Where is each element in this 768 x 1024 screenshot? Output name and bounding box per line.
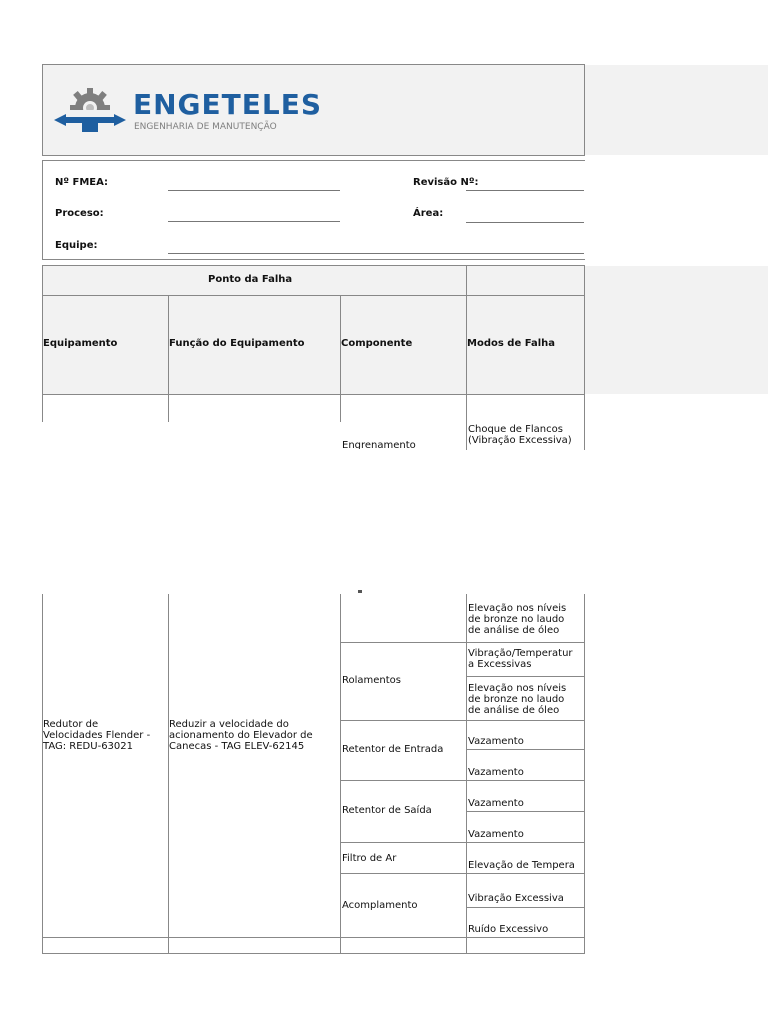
area-field[interactable] <box>466 222 584 223</box>
column-label-modos: Modos de Falha <box>467 338 555 349</box>
row-divider <box>340 842 585 843</box>
table-group-header-right <box>466 265 585 296</box>
table-border <box>340 394 341 422</box>
group-header-label: Ponto da Falha <box>208 274 293 285</box>
table-border <box>42 594 43 954</box>
revision-field[interactable] <box>466 190 584 191</box>
row-divider <box>340 780 585 781</box>
failure-mode-choque: Choque de Flancos (Vibração Excessiva) <box>468 424 572 446</box>
component-acoplamento: Acomplamento <box>342 900 418 911</box>
failure-mode-bronze-2: Elevação nos níveis de bronze no laudo de análise de óleo <box>468 683 567 716</box>
team-field[interactable] <box>168 253 584 254</box>
row-divider <box>466 749 585 750</box>
team-label: Equipe: <box>55 240 98 251</box>
row-divider <box>466 676 585 677</box>
form-section <box>42 160 585 260</box>
failure-mode-vazamento: Vazamento <box>468 736 524 747</box>
component-retentor-entrada: Retentor de Entrada <box>342 744 444 755</box>
row-divider <box>340 720 585 721</box>
table-border <box>168 394 169 422</box>
process-field[interactable] <box>168 221 340 222</box>
brand-tagline: ENGENHARIA DE MANUTENÇÃO <box>134 122 277 132</box>
row-divider <box>466 907 585 908</box>
fmea-number-label: Nº FMEA: <box>55 177 109 188</box>
gear-logo-icon <box>52 82 128 138</box>
table-border <box>168 594 169 954</box>
fmea-number-field[interactable] <box>168 190 340 191</box>
failure-mode-ruido: Ruído Excessivo <box>468 924 549 935</box>
equipment-function: Reduzir a velocidade do acionamento do Elevador de Canecas - TAG ELEV-62145 <box>169 719 313 752</box>
row-divider <box>340 642 585 643</box>
row-divider <box>42 937 585 938</box>
process-label: Proceso: <box>55 208 104 219</box>
component-engrenamento: Engrenamento <box>342 440 416 449</box>
row-divider <box>466 811 585 812</box>
failure-mode-vibracao-temperatura: Vibração/Temperatur a Excessivas <box>468 648 573 670</box>
row-divider <box>340 873 585 874</box>
failure-mode-vazamento: Vazamento <box>468 767 524 778</box>
failure-mode-elevacao-temperatura: Elevação de Tempera <box>468 860 575 871</box>
area-label: Área: <box>413 208 444 219</box>
table-border <box>340 594 341 954</box>
brand-name: ENGETELES <box>133 88 323 121</box>
component-filtro-de-ar: Filtro de Ar <box>342 853 397 864</box>
column-label-componente: Componente <box>341 338 413 349</box>
cut-glyph <box>358 590 362 593</box>
equipment-name: Redutor de Velocidades Flender - TAG: REDU-63021 <box>43 719 151 752</box>
column-label-equipamento: Equipamento <box>43 338 118 349</box>
failure-mode-vazamento: Vazamento <box>468 829 524 840</box>
table-header-band <box>584 266 768 394</box>
table-border <box>584 594 585 954</box>
row-divider <box>42 953 585 954</box>
failure-mode-bronze: Elevação nos níveis de bronze no laudo de análise de óleo <box>468 603 567 636</box>
column-label-funcao: Função do Equipamento <box>169 338 305 349</box>
failure-mode-vibracao: Vibração Excessiva <box>468 893 564 904</box>
table-border <box>584 394 585 450</box>
failure-mode-vazamento: Vazamento <box>468 798 524 809</box>
table-border <box>466 594 467 954</box>
table-border <box>466 394 467 450</box>
component-rolamentos: Rolamentos <box>342 675 402 686</box>
logo-band <box>584 65 768 155</box>
component-retentor-saida: Retentor de Saída <box>342 805 432 816</box>
revision-label: Revisão Nº: <box>413 177 479 188</box>
table-border <box>42 394 43 422</box>
